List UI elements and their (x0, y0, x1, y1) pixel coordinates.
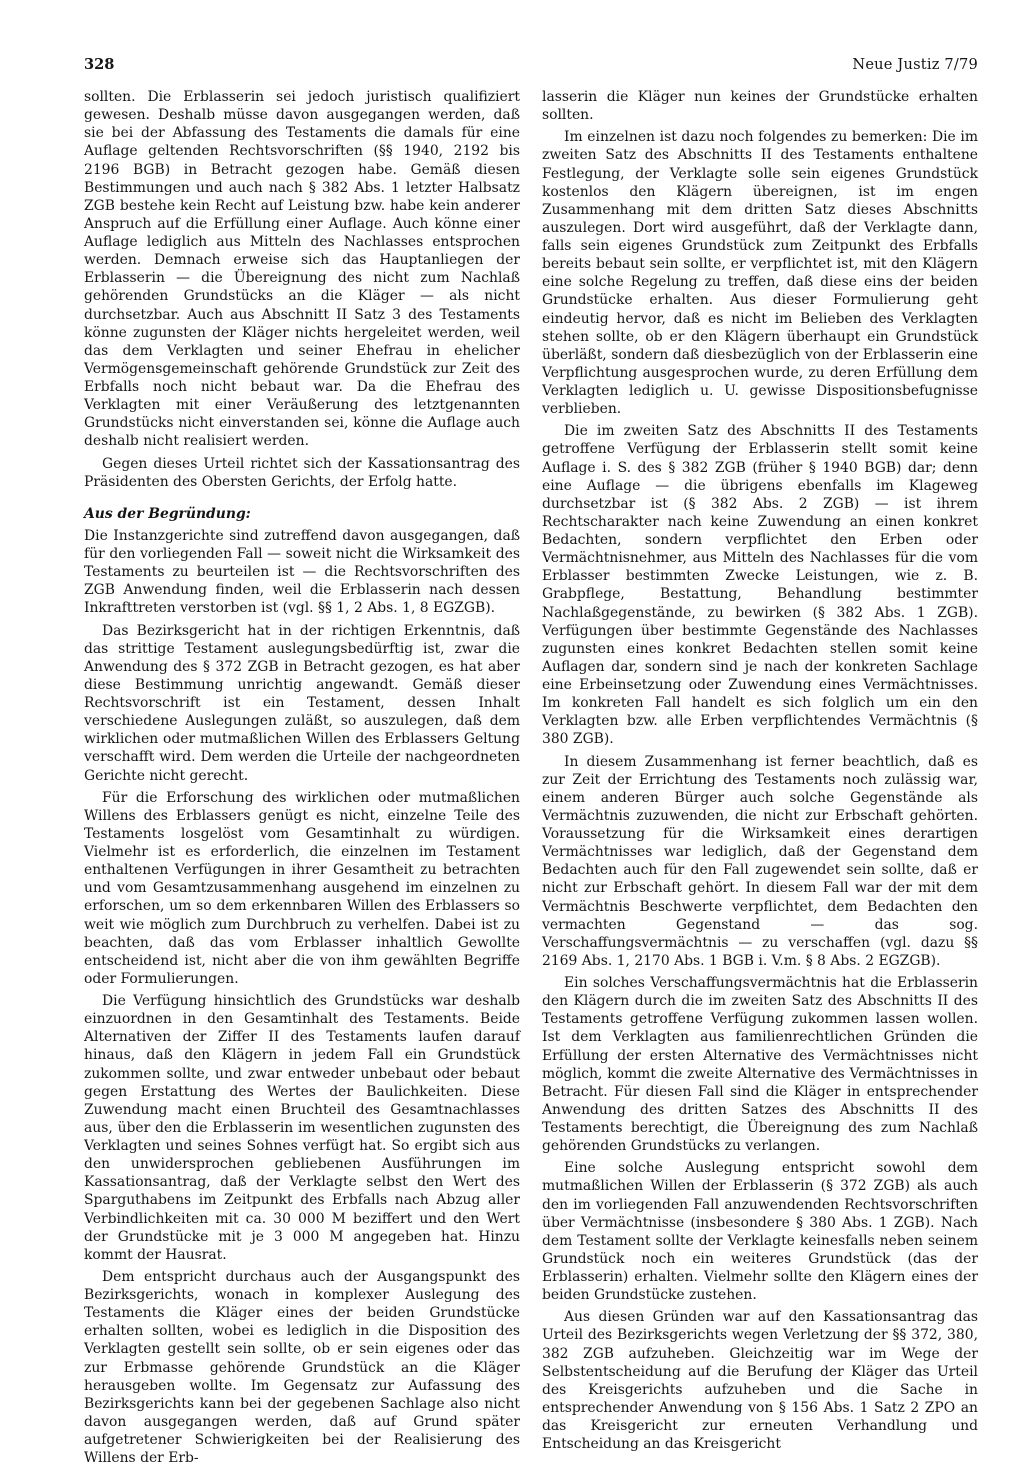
paragraph: Das Bezirksgericht hat in der richtigen Erkenntnis, daß das strittige Testament auslegungsbedürftig ist, zwar die Anwendung des § 372 ZGB in Betracht gezogen, es hat aber diese Bestimmung unrichtig angewandt. Gemäß dieser Rechtsvorschrift ist ein Testament, dessen Inhalt verschiedene Auslegungen zuläßt, so auszulegen, daß dem wirklichen oder mutmaßlichen Willen des Erblassers Geltung verschafft wird. Dem werden die Urteile der nachgeordneten Gerichte nicht gerecht. (84, 622, 520, 784)
paragraph: In diesem Zusammenhang ist ferner beachtlich, daß es zur Zeit der Errichtung des Testaments noch zulässig war, einem anderen Bürger auch solche Gegenstände als Vermächtnis zuzuwenden, die nicht zur Erbschaft gehörten. Voraussetzung für die Wirksamkeit eines derartigen Vermächtnisses war lediglich, daß der Gegenstand dem Bedachten auch für den Fall zugewendet sein sollte, daß er nicht zur Erbschaft gehört. In diesem Fall war der mit dem Vermächtnis Beschwerte verpflichtet, dem Bedachten den vermachten Gegenstand — das sog. Verschaffungsvermächtnis — zu verschaffen (vgl. dazu §§ 2169 Abs. 1, 2170 Abs. 1 BGB i. V.m. § 8 Abs. 2 EGZGB). (542, 753, 978, 969)
paragraph: Aus diesen Gründen war auf den Kassationsantrag das Urteil des Bezirksgerichts wegen Verletzung der §§ 372, 380, 382 ZGB aufzuheben. Gleichzeitig war im Wege der Selbstentscheidung auf die Berufung der Kläger das Urteil des Kreisgerichts aufzuheben und die Sache in entsprechender Anwendung von § 156 Abs. 1 Satz 2 ZPO an das Kreisgericht zur erneuten Verhandlung und Entscheidung an das Kreisgericht (542, 1309, 978, 1453)
paragraph: Die Verfügung hinsichtlich des Grundstücks war deshalb einzuordnen in den Gesamtinhalt des Testaments. Beide Alternativen der Ziffer II des Testaments laufen darauf hinaus, daß den Klägern in jedem Fall ein Grundstück zukommen sollte, und zwar entweder unbebaut oder bebaut gegen Erstattung des Wertes der Baulichkeiten. Diese Zuwendung macht einen Bruchteil des Gesamtnachlasses aus, über den die Erblasserin im wesentlichen zugunsten des Verklagten und seines Sohnes verfügt hat. So ergibt sich aus den unwidersprochen gebliebenen Ausführungen im Kassationsantrag, daß der Verklagte selbst den Wert des Sparguthabens im Zeitpunkt des Erbfalls nach Abzug aller Verbindlichkeiten mit ca. 30 000 M beziffert und den Wert der Grundstücke mit je 3 000 M angegeben hat. Hinzu kommt der Hausrat. (84, 993, 520, 1263)
paragraph: Die im zweiten Satz des Abschnitts II des Testaments getroffene Verfügung der Erblasserin stellt somit keine Auflage i. S. des § 382 ZGB (früher § 1940 BGB) dar; denn eine Auflage — die übrigens ebenfalls im Klageweg durchsetzbar ist (§ 382 Abs. 2 ZGB) — ist ihrem Rechtscharakter nach keine Zuwendung an einen konkret Bedachten, sondern verpflichtet den Erben oder Vermächtnisnehmer, aus Mitteln des Nachlasses für die vom Erblasser bestimmten Zwecke Leistungen, wie z. B. Grabpflege, Bestattung, Behandlung bestimmter Nachlaßgegenstände, zu bewirken (§ 382 Abs. 1 ZGB). Verfügungen über bestimmte Gegenstände des Nachlasses zugunsten eines konkret Bedachten stellen somit keine Auflagen dar, sondern sind je nach der konkreten Sachlage eine Erbeinsetzung oder Zuwendung eines Vermächtnisses. Im konkreten Fall handelt es sich folglich um ein den Verklagten bzw. alle Erben verpflichtendes Vermächtnis (§ 380 ZGB). (542, 423, 978, 748)
paragraph: Dem entspricht durchaus auch der Ausgangspunkt des Bezirksgerichts, wonach in komplexer Auslegung des Testaments die Kläger eines der beiden Grundstücke erhalten sollten, wobei es lediglich in die Disposition des Verklagten gestellt sein sollte, ob er sein eigenes oder das zur Erbmasse gehörende Grundstück an die Kläger herausgeben wollte. Im Gegensatz zur Aufassung des Bezirksgerichts kann bei der gegebenen Sachlage also nicht davon ausgegangen werden, daß auf Grund später aufgetretener Schwierigkeiten bei der Realisierung des Willens der Erb- (84, 1268, 520, 1467)
page-number: 328 (84, 56, 115, 73)
journal-title: Neue Justiz 7/79 (852, 56, 978, 73)
right-column (542, 88, 978, 1471)
paragraph: sollten. Die Erblasserin sei jedoch juristisch qualifiziert gewesen. Deshalb müsse davon ausgegangen werden, daß sie bei der Abfassung des Testaments die damals für eine Auflage geltenden Rechtsvorschriften (§§ 1940, 2192 bis 2196 BGB) in Betracht gezogen habe. Gemäß diesen Bestimmungen und auch nach § 382 Abs. 1 letzter Halbsatz ZGB bestehe kein Recht auf Leistung bzw. habe kein anderer Anspruch auf die Erfüllung einer Auflage. Auch könne einer Auflage lediglich aus Mitteln des Nachlasses entsprochen werden. Demnach erweise sich das Hauptanliegen der Erblasserin — die Übereignung des nicht zum Nachlaß gehörenden Grundstücks an die Kläger — als nicht durchsetzbar. Auch aus Abschnitt II Satz 3 des Testaments könne zugunsten der Kläger nichts hergeleitet werden, weil das dem Verklagten und seiner Ehefrau in ehelicher Vermögensgemeinschaft gehörende Grundstück zur Zeit des Erbfalls noch nicht bebaut war. Da die Ehefrau des Verklagten mit einer Veräußerung des letztgenannten Grundstücks nicht einverstanden sei, könne die Auflage auch deshalb nicht realisiert werden. (84, 89, 520, 450)
left-column (84, 88, 520, 1471)
paragraph: Im einzelnen ist dazu noch folgendes zu bemerken: Die im zweiten Satz des Abschnitts II des Testaments enthaltene Festlegung, der Verklagte solle sein eigenes Grundstück kostenlos den Klägern übereignen, ist im engen Zusammenhang mit dem dritten Satz dieses Abschnitts auszulegen. Dort wird ausgeführt, daß der Verklagte dann, falls sein eigenes Grundstück zum Zeitpunkt des Erbfalls bereits bebaut sein sollte, er verpflichtet ist, mit den Klägern eine solche Regelung zu treffen, daß diese eins der beiden Grundstücke erhalten. Aus dieser Formulierung geht eindeutig hervor, daß es nicht im Belieben des Verklagten stehen sollte, ob er den Klägern überhaupt ein Grundstück überläßt, sondern daß diesbezüglich von der Erblasserin eine Verpflichtung ausgesprochen wurde, zu deren Erfüllung dem Verklagten lediglich u. U. gewisse Dispositionsbefugnisse verblieben. (542, 129, 978, 418)
paragraph: Gegen dieses Urteil richtet sich der Kassationsantrag des Präsidenten des Obersten Gerichts, der Erfolg hatte. (84, 455, 520, 490)
paragraph: lasserin die Kläger nun keines der Grundstücke erhalten sollten. (542, 89, 978, 124)
paragraph: Eine solche Auslegung entspricht sowohl dem mutmaßlichen Willen der Erblasserin (§ 372 ZGB) als auch den im vorliegenden Fall anzuwendenden Rechtsvorschriften über Vermächtnisse (insbesondere § 380 Abs. 1 ZGB). Nach dem Testament sollte der Verklagte keinesfalls neben seinem Grundstück noch ein weiteres Grundstück (das der Erblasserin) erhalten. Vielmehr sollte den Klägern eines der beiden Grundstücke zustehen. (542, 1160, 978, 1304)
paragraph: Die Instanzgerichte sind zutreffend davon ausgegangen, daß für den vorliegenden Fall — soweit nicht die Wirksamkeit des Testaments zu beurteilen ist — die Rechtsvorschriften des ZGB Anwendung finden, weil die Erblasserin nach dessen Inkrafttreten verstorben ist (vgl. §§ 1, 2 Abs. 1, 8 EGZGB). (84, 527, 520, 617)
page-header (84, 56, 978, 84)
section-heading: Aus der Begründung: (84, 505, 251, 522)
paragraph: Für die Erforschung des wirklichen oder mutmaßlichen Willens des Erblassers genügt es nicht, einzelne Teile des Testaments losgelöst vom Gesamtinhalt zu würdigen. Vielmehr ist es erforderlich, die einzelnen im Testament enthaltenen Verfügungen in ihrer Gesamtheit zu betrachten und vom Gesamtzusammenhang ausgehend im einzelnen zu erforschen, um so dem erkennbaren Willen des Erblassers so weit wie möglich zum Durchbruch zu verhelfen. Dabei ist zu beachten, daß das vom Erblasser inhaltlich Gewollte entscheidend ist, nicht aber die von ihm gewählten Begriffe oder Formulierungen. (84, 789, 520, 987)
text-columns (84, 88, 978, 1471)
paragraph: Ein solches Verschaffungsvermächtnis hat die Erblasserin den Klägern durch die im zweiten Satz des Abschnitts II des Testaments getroffene Verfügung zukommen lassen wollen. Ist dem Verklagten aus familienrechtlichen Gründen die Erfüllung der ersten Alternative des Vermächtnisses nicht möglich, kommt die zweite Alternative des Vermächtnisses in Betracht. Für diesen Fall sind die Kläger in entsprechender Anwendung des dritten Satzes des Abschnitts II des Testaments berechtigt, die Übereignung des zum Nachlaß gehörenden Grundstücks zu verlangen. (542, 975, 978, 1155)
